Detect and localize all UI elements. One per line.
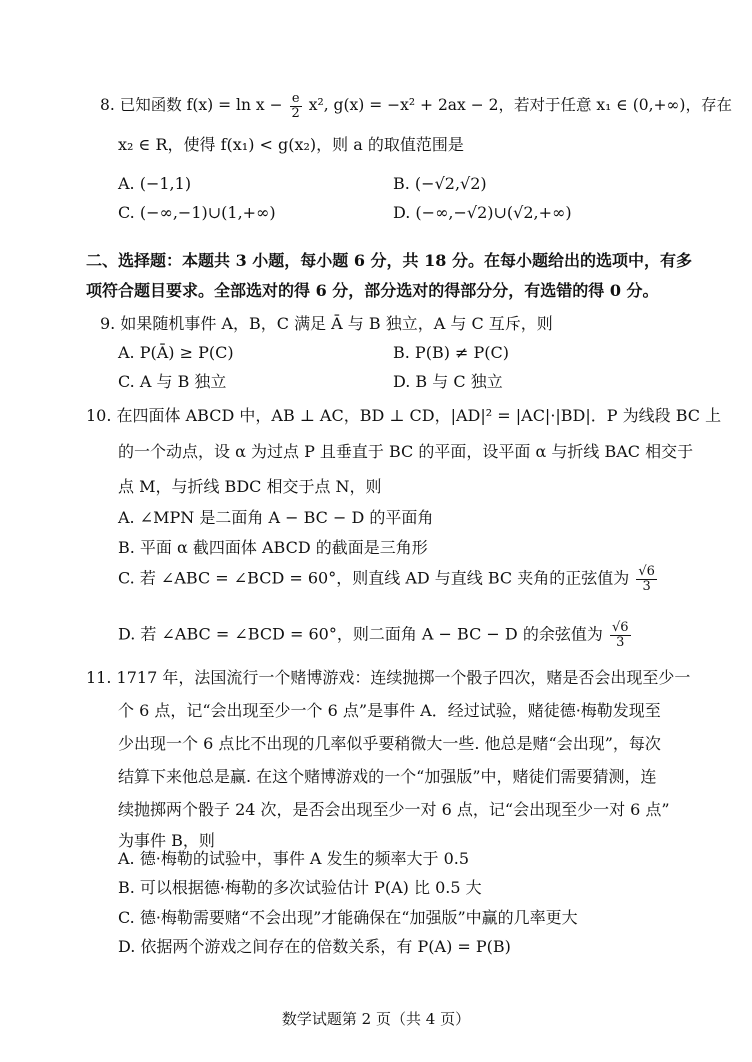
q11-stem-line6: 为事件 B，则 bbox=[118, 831, 215, 850]
q11-option-b: B. 可以根据德·梅勒的多次试验估计 P(A) 比 0.5 大 bbox=[118, 878, 482, 897]
q10-stem-line2: 的一个动点，设 α 为过点 P 且垂直于 BC 的平面，设平面 α 与折线 BAC 相交于 bbox=[118, 442, 694, 461]
q8-option-d: D. (−∞,−√2)∪(√2,+∞) bbox=[393, 203, 572, 222]
q11-option-a: A. 德·梅勒的试验中，事件 A 发生的频率大于 0.5 bbox=[118, 849, 470, 868]
q10-option-c-numerator: √6 bbox=[638, 564, 655, 579]
q10-option-c bbox=[118, 565, 659, 593]
q11-stem-line3: 少出现一个 6 点比不出现的几率似乎要稍微大一些. 他总是赌“会出现”，每次 bbox=[118, 734, 661, 753]
q11-stem-line1: 11. 1717 年，法国流行一个赌博游戏：连续抛掷一个骰子四次，赌是否会出现至少一 bbox=[86, 668, 691, 687]
section2-heading-line2: 项符合题目要求。全部选对的得 6 分，部分选对的得部分分，有选错的得 0 分。 bbox=[86, 281, 659, 300]
q10-stem-line3: 点 M，与折线 BDC 相交于点 N，则 bbox=[118, 477, 382, 496]
page-footer: 数学试题第 2 页（共 4 页） bbox=[281, 1010, 471, 1028]
q10-option-c-denominator: 3 bbox=[642, 578, 651, 594]
q10-stem-line1: 10. 在四面体 ABCD 中，AB ⊥ AC，BD ⊥ CD，|AD|² = |AC|·|BD|．P 为线段 BC 上 bbox=[86, 406, 722, 425]
q8-option-c: C. (−∞,−1)∪(1,+∞) bbox=[118, 203, 276, 222]
q11-stem-line4: 结算下来他总是赢. 在这个赌博游戏的一个“加强版”中，赌徒们需要猜测，连 bbox=[118, 767, 657, 786]
q9-option-a: A. P(Ā) ≥ P(C) bbox=[118, 343, 234, 362]
q8-fraction-numerator: e bbox=[290, 92, 302, 107]
q10-option-d-text: D. 若 ∠ABC = ∠BCD = 60°，则二面角 A − BC − D 的余弦值为 bbox=[118, 624, 603, 644]
q11-option-d: D. 依据两个游戏之间存在的倍数关系，有 P(A) = P(B) bbox=[118, 937, 511, 956]
q10-option-d-fraction bbox=[610, 621, 631, 649]
q11-stem-line5: 续抛掷两个骰子 24 次，是否会出现至少一对 6 点，记“会出现至少一对 6 点” bbox=[118, 800, 670, 819]
q8-stem-line1 bbox=[100, 92, 732, 120]
q8-fraction bbox=[290, 92, 302, 120]
q10-option-c-text: C. 若 ∠ABC = ∠BCD = 60°，则直线 AD 与直线 BC 夹角的正弦值为 bbox=[118, 568, 630, 588]
q9-option-c: C. A 与 B 独立 bbox=[118, 372, 227, 391]
q10-option-b: B. 平面 α 截四面体 ABCD 的截面是三角形 bbox=[118, 538, 428, 557]
q11-option-c: C. 德·梅勒需要赌“不会出现”才能确保在“加强版”中赢的几率更大 bbox=[118, 908, 578, 927]
q8-option-a: A. (−1,1) bbox=[118, 174, 192, 193]
q10-option-d-numerator: √6 bbox=[611, 620, 629, 635]
q9-option-d: D. B 与 C 独立 bbox=[393, 372, 503, 391]
q8-stem-line1-b: x², g(x) = −x² + 2ax − 2，若对于任意 x₁ ∈ (0,+∞)，存在 bbox=[308, 96, 732, 115]
q10-option-d-denominator: 3 bbox=[616, 634, 625, 650]
q9-stem: 9. 如果随机事件 A，B，C 满足 Ā 与 B 独立，A 与 C 互斥，则 bbox=[100, 314, 553, 333]
q10-option-c-fraction bbox=[636, 565, 657, 593]
q10-option-d bbox=[118, 621, 633, 649]
q8-stem-line2: x₂ ∈ R，使得 f(x₁) < g(x₂)，则 a 的取值范围是 bbox=[118, 135, 464, 154]
q8-fraction-denominator: 2 bbox=[291, 105, 300, 121]
section2-heading-line1: 二、选择题：本题共 3 小题，每小题 6 分，共 18 分。在每小题给出的选项中，有多 bbox=[86, 251, 692, 270]
q11-stem-line2: 个 6 点，记“会出现至少一个 6 点”是事件 A．经过试验，赌徒德·梅勒发现至 bbox=[118, 701, 661, 720]
q9-option-b: B. P(B) ≠ P(C) bbox=[393, 343, 510, 362]
q8-option-b: B. (−√2,√2) bbox=[393, 174, 487, 193]
q10-option-a: A. ∠MPN 是二面角 A − BC − D 的平面角 bbox=[118, 508, 434, 527]
q8-stem-line1-a: 8. 已知函数 f(x) = ln x − bbox=[100, 96, 283, 115]
